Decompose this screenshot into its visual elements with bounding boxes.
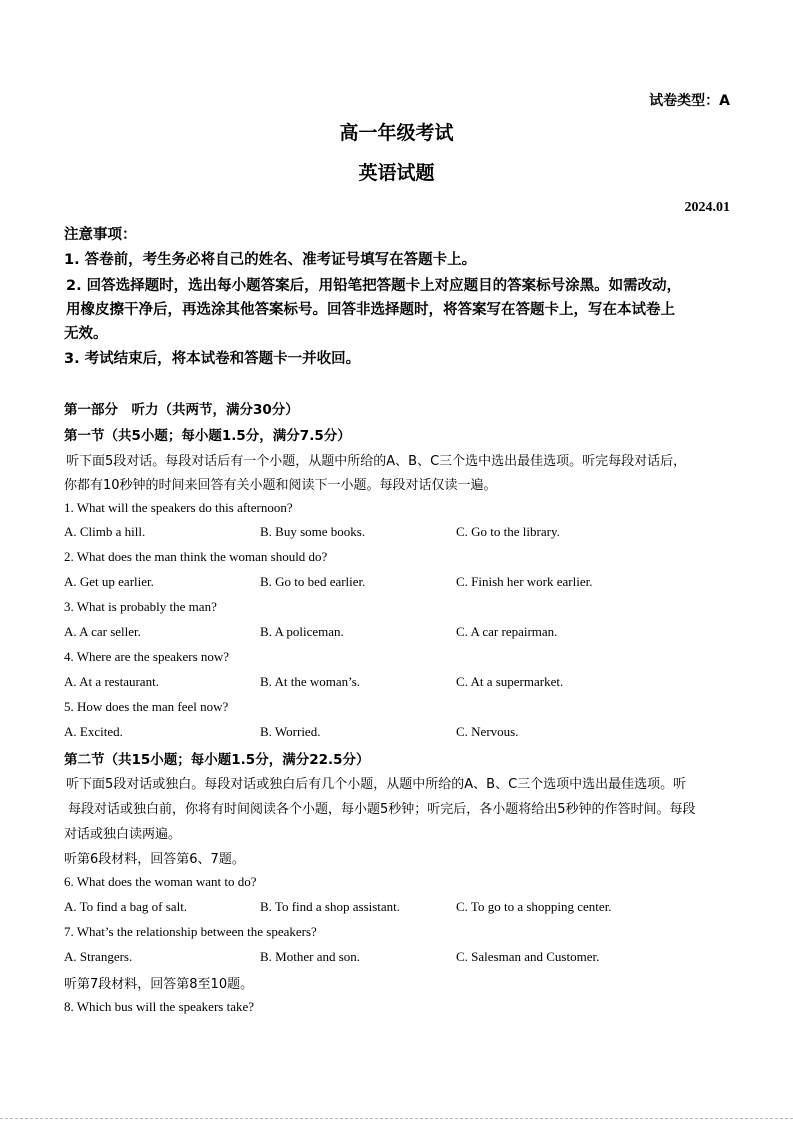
question-7-option-c: C. Salesman and Customer. [456,949,600,964]
question-6: 6. What does the woman want to do? [64,874,257,889]
question-3-option-a: A. A car seller. [64,624,141,639]
section2-instruction-line-1: 听下面5段对话或独白。每段对话或独白后有几个小题，从题中所给的A、B、C三个选项中选出最佳选项。听 [66,777,687,792]
question-1: 1. What will the speakers do this afternoon? [64,500,293,515]
question-1-option-c: C. Go to the library. [456,524,560,539]
notes-heading: 注意事项： [64,227,137,243]
question-1-option-a: A. Climb a hill. [64,524,146,539]
question-5-option-b: B. Worried. [260,724,321,739]
section2-instruction-line-3: 对话或独白读两遍。 [64,827,182,842]
question-6-option-a: A. To find a bag of salt. [64,899,188,914]
question-4-option-b: B. At the woman’s. [260,674,361,689]
question-3-option-b: B. A policeman. [260,624,344,639]
page-bottom-rule [0,1118,793,1120]
section1-heading: 第一节（共5小题；每小题1.5分，满分7.5分） [64,428,351,444]
question-8: 8. Which bus will the speakers take? [64,999,255,1014]
part1-heading: 第一部分 听力（共两节，满分30分） [64,402,299,418]
section1-instruction-line-1: 听下面5段对话。每段对话后有一个小题，从题中所给的A、B、C三个选中选出最佳选项。听完每段对话后， [66,454,687,469]
question-3: 3. What is probably the man? [64,599,217,614]
section2-instruction-line-2: 每段对话或独白前，你将有时间阅读各个小题，每小题5秒钟；听完后，各小题将给出5秒钟的作答时间。每段 [68,802,696,817]
question-7: 7. What’s the relationship between the speakers? [64,924,317,939]
question-1-option-b: B. Buy some books. [260,524,366,539]
exam-date: 2024.01 [684,200,730,215]
question-2-option-c: C. Finish her work earlier. [456,574,593,589]
question-2: 2. What does the man think the woman should do? [64,549,328,564]
notes-item-2-line-1: 2. 回答选择题时，选出每小题答案后，用铅笔把答题卡上对应题目的答案标号涂黑。如需改动， [66,278,682,294]
paper-type: 试卷类型：A [649,93,730,109]
question-7-option-b: B. Mother and son. [260,949,361,964]
exam-subtitle: 英语试题 [358,162,435,184]
question-4-option-a: A. At a restaurant. [64,674,159,689]
question-7-option-a: A. Strangers. [64,949,133,964]
question-6-option-c: C. To go to a shopping center. [456,899,612,914]
notes-item-3: 3. 考试结束后，将本试卷和答题卡一并收回。 [64,351,361,367]
section2-heading: 第二节（共15小题；每小题1.5分，满分22.5分） [64,752,370,768]
section1-instruction-line-2: 你都有10秒钟的时间来回答有关小题和阅读下一小题。每段对话仅读一遍。 [64,478,497,493]
question-4-option-c: C. At a supermarket. [456,674,564,689]
question-6-option-b: B. To find a shop assistant. [260,899,401,914]
question-2-option-b: B. Go to bed earlier. [260,574,366,589]
question-4: 4. Where are the speakers now? [64,649,230,664]
exam-title: 高一年级考试 [339,122,454,144]
material-6-heading: 听第6段材料，回答第6、7题。 [64,852,245,867]
notes-item-2-line-2: 用橡皮擦干净后，再选涂其他答案标号。回答非选择题时，将答案写在答题卡上，写在本试卷上 [66,302,675,318]
question-5-option-a: A. Excited. [64,724,123,739]
material-7-heading: 听第7段材料，回答第8至10题。 [64,977,254,992]
question-5-option-c: C. Nervous. [456,724,519,739]
question-5: 5. How does the man feel now? [64,699,229,714]
question-3-option-c: C. A car repairman. [456,624,558,639]
notes-item-2-line-3: 无效。 [64,326,108,342]
question-2-option-a: A. Get up earlier. [64,574,154,589]
notes-item-1: 1. 答卷前，考生务必将自己的姓名、准考证号填写在答题卡上。 [64,252,477,268]
